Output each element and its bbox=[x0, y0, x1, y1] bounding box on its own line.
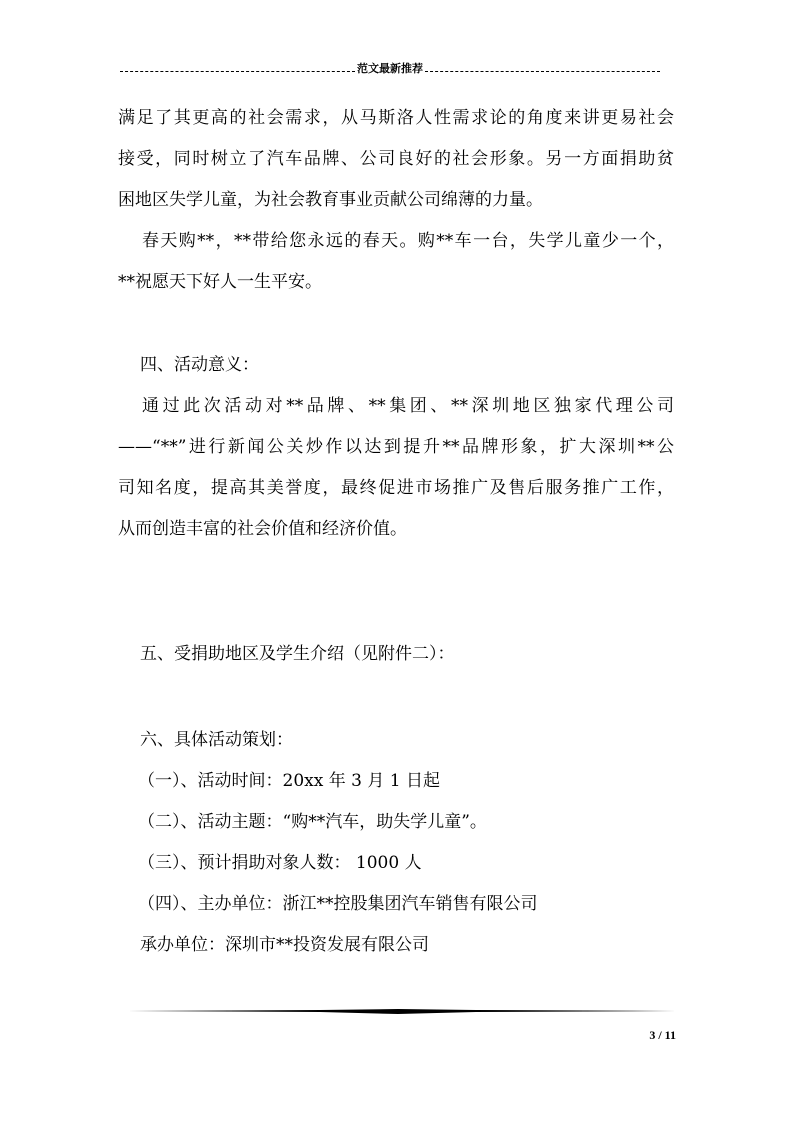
header-title: 范文最新推荐 bbox=[357, 62, 423, 75]
paragraph-line: ——“**”进行新闻公关炒作以达到提升**品牌形象，扩大深圳**公 bbox=[118, 437, 674, 457]
header-dash-right bbox=[425, 71, 660, 72]
section-heading: 五、受捐助地区及学生介绍（见附件二）： bbox=[140, 644, 455, 664]
list-item: （一）、活动时间：20xx 年 3 月 1 日起 bbox=[138, 771, 440, 791]
page-number: 3 / 11 bbox=[649, 1028, 676, 1042]
paragraph-line: 春天购**，**带给您永远的春天。购**车一台，失学儿童少一个， bbox=[142, 231, 674, 251]
paragraph-line: 司知名度，提高其美誉度，最终促进市场推广及售后服务推广工作， bbox=[118, 478, 674, 498]
paragraph-line: 接受，同时树立了汽车品牌、公司良好的社会形象。另一方面捐助贫 bbox=[118, 149, 674, 169]
paragraph-line: 满足了其更高的社会需求，从马斯洛人性需求论的角度来讲更易社会 bbox=[118, 108, 674, 128]
paragraph-line: 从而创造丰富的社会价值和经济价值。 bbox=[118, 519, 407, 539]
list-item: （四）、主办单位：浙江**控股集团汽车销售有限公司 bbox=[138, 894, 538, 914]
list-item: （三）、预计捐助对象人数： 1000 人 bbox=[138, 853, 422, 873]
page-header bbox=[120, 58, 660, 78]
list-item: （二）、活动主题：“购**汽车，助失学儿童”。 bbox=[138, 812, 487, 832]
paragraph-line: 困地区失学儿童，为社会教育事业贡献公司绵薄的力量。 bbox=[118, 190, 543, 210]
footer-rule bbox=[120, 1009, 676, 1014]
header-dash-left bbox=[120, 71, 355, 72]
paragraph-line: **祝愿天下好人一生平安。 bbox=[118, 272, 322, 292]
paragraph-line: 通过此次活动对**品牌、**集团、**深圳地区独家代理公司 bbox=[142, 396, 674, 416]
list-item: 承办单位：深圳市**投资发展有限公司 bbox=[140, 935, 429, 955]
section-heading: 四、活动意义： bbox=[140, 355, 259, 375]
section-heading: 六、具体活动策划： bbox=[140, 730, 293, 750]
